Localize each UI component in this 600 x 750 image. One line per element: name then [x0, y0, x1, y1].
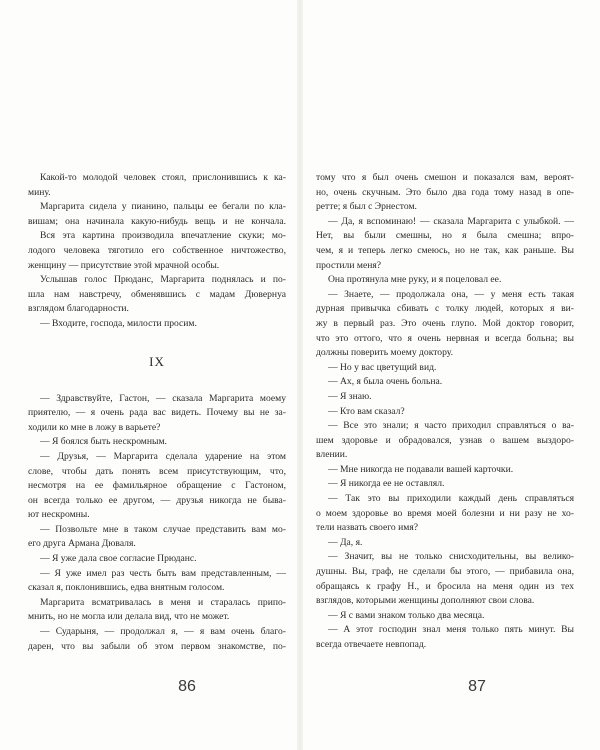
text-line: — Входите, господа, милости просим.: [40, 317, 197, 329]
text-line: — Позвольте мне в таком случае представить вам мо-: [40, 523, 286, 535]
right-page: [316, 171, 574, 653]
text-line: мину.: [28, 186, 51, 198]
text-line: жу в первый раз. Это очень глупо. Мой доктор говорит,: [316, 317, 574, 329]
text-line: взглядом благодарности.: [28, 303, 129, 315]
text-line: душны. Вы, граф, не сделали бы этого, — прибавила она,: [316, 566, 574, 578]
text-line: должны поверить моему доктору.: [316, 347, 453, 359]
text-line: обращаясь к графу Н., и бросила на меня один из тех: [316, 580, 574, 592]
text-line: — Я никогда ее не оставлял.: [328, 478, 445, 490]
text-line: его друга Армана Дюваля.: [28, 538, 136, 550]
text-line: — Мне никогда не подавали вашей карточки.: [328, 463, 514, 475]
text-line: сказал я, поклонившись, едва внятным голосом.: [28, 582, 225, 594]
text-line: что это оттого, что я очень нервная и всегда больна; вы: [316, 332, 574, 344]
text-line: влении.: [316, 449, 348, 461]
text-line: взглядов, которыми женщины дополняют свои слова.: [316, 595, 535, 607]
text-line: — Да, я вспоминаю! — сказала Маргарита с улыбкой. — Нет, вы были смешны, но я была смешна; впро-: [316, 215, 574, 242]
text-line: шла нам навстречу, обменявшись с мадам Дювернуа: [28, 288, 286, 300]
text-line: Услышав голос Прюданс, Маргарита поднялась и по-: [40, 274, 286, 286]
text-line: женщину — присутствие этой мрачной особы.: [28, 259, 220, 271]
text-line: несмотря на ее фамильярное обращение с Гастоном,: [28, 480, 286, 492]
text-line: Маргарита всматривалась в меня и старалась припо-: [40, 596, 286, 608]
text-line: лодого человека тяготило его собственное ничтожество,: [28, 244, 286, 256]
text-line: тели назвать своего имя?: [316, 522, 418, 534]
text-line: — А этот господин знал меня только пять минут. Вы: [328, 624, 574, 636]
text-line: — Друзья, — Маргарита сделала ударение на этом: [40, 450, 286, 462]
text-line: — Да, я.: [328, 536, 363, 548]
text-line: Какой-то молодой человек стоял, прислонившись к ка-: [40, 172, 286, 183]
text-line: о моем здоровье во время моей болезни и ни разу не хо-: [316, 507, 574, 519]
text-line: Маргарита сидела у пианино, пальцы ее бегали по кла-: [40, 201, 286, 213]
text-line: — Так это вы приходили каждый день справляться: [328, 493, 574, 505]
text-line: — Знаете, — продолжала она, — у меня есть такая: [328, 288, 574, 300]
text-line: простили меня?: [316, 259, 382, 271]
text-line: мнить, но не могла или делала вид, что не может.: [28, 611, 230, 623]
text-line: — Я знаю.: [328, 390, 372, 402]
text-line: ют нескромны.: [28, 509, 90, 521]
left-page: [28, 171, 286, 654]
text-line: — Ах, я была очень больна.: [328, 376, 443, 388]
text-line: — Я уже имел раз честь быть вам представленным, —: [40, 567, 286, 579]
text-line: ретте; я был с Эрнестом.: [316, 201, 417, 213]
text-line: чем, я и теперь легко смеюсь, но не так, как раньше. Вы: [316, 244, 574, 256]
text-line: — Я с вами знаком только два месяца.: [328, 609, 485, 621]
text-line: — Значит, вы не только снисходительны, вы велико-: [328, 551, 574, 563]
text-line: дарен, что вы забыли об этом первом знакомстве, по-: [28, 640, 286, 652]
text-line: тому что я был очень смешон и показался вам, вероят-: [316, 172, 574, 183]
text-line: ходили ко мне в ложу в варьете?: [28, 421, 161, 433]
text-line: — Сударыня, — продолжал я, — я вам очень благо-: [40, 626, 286, 638]
text-line: всегда отвечаете невпопад.: [316, 639, 427, 650]
text-line: — Здравствуйте, Гастон, — сказала Маргарита моему: [40, 392, 286, 404]
text-line: — Я уже дала свое согласие Прюданс.: [40, 553, 197, 565]
text-line: шем здоровье и обрадовался, узнав о вашем выздоро-: [316, 434, 574, 446]
text-line: приятелю, — я очень рада вас видеть. Почему вы не за-: [28, 407, 286, 419]
text-line: он всегда только ее другом, — друзья никогда не быва-: [28, 494, 286, 506]
chapter-heading: IX: [149, 353, 165, 369]
text-line: — Кто вам сказал?: [328, 405, 405, 417]
text-line: дурная привычка сбивать с толку людей, которых я ви-: [316, 303, 574, 315]
text-line: вишам; она начинала какую-нибудь вещь и не кончала.: [28, 215, 286, 227]
page-number-left: 86: [178, 678, 196, 695]
text-line: — Но у вас цветущий вид.: [328, 361, 437, 373]
text-line: слове, чтобы дать понять всем присутствующим, что,: [28, 465, 286, 477]
text-line: но, очень скучным. Это было два года тому назад в опе-: [316, 186, 574, 198]
text-line: — Я боялся быть нескромным.: [40, 436, 167, 448]
text-line: Она протянула мне руку, и я поцеловал ее.: [328, 274, 502, 286]
text-line: — Все это знали; я часто приходил справляться о ва-: [328, 420, 574, 432]
text-line: Вся эта картина производила впечатление скуки; мо-: [40, 230, 286, 242]
book-gutter: [297, 0, 303, 750]
page-number-right: 87: [468, 678, 486, 695]
